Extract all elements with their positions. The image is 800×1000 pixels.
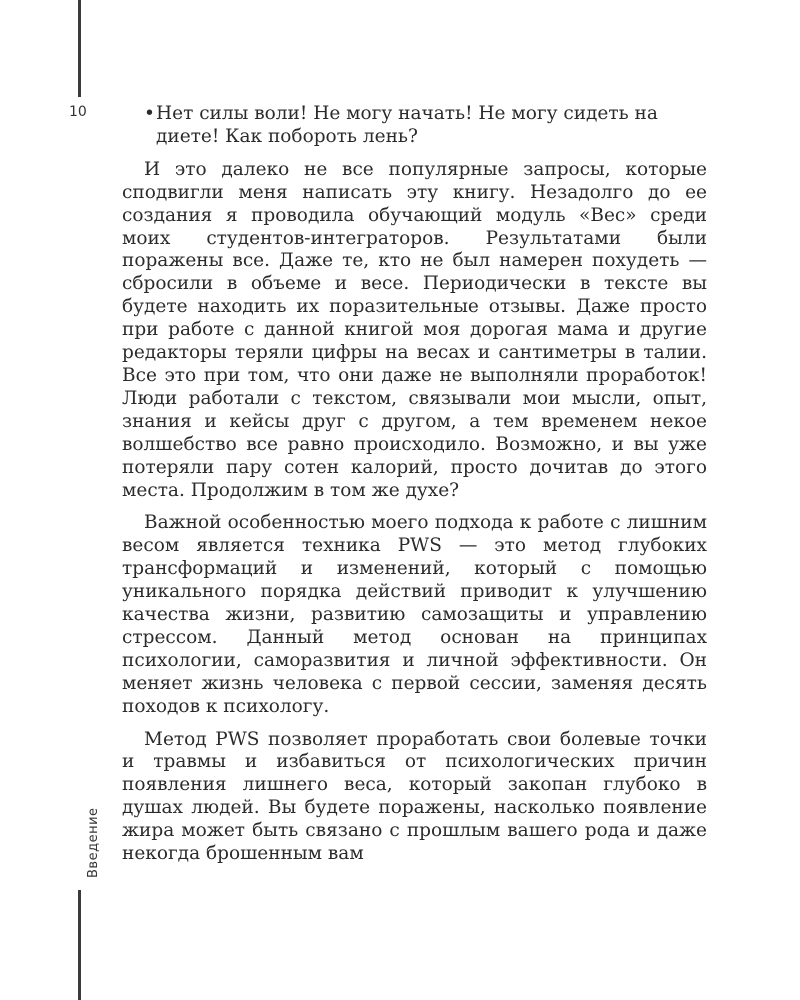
bullet-marker: • bbox=[144, 103, 155, 124]
bullet-text: Нет силы воли! Не могу начать! Не могу сидеть на диете! Как побороть лень? bbox=[156, 103, 658, 147]
bottom-margin-rule bbox=[78, 890, 81, 1000]
paragraph-3: Метод PWS позволяет проработать свои болевые точки и травмы и избавиться от психологических причин появления лишнего веса, который закопан глубоко в душах людей. Вы будете поражены, насколько появление жира может быть связано с прошлым вашего рода и даже некогда брошенным вам bbox=[122, 728, 707, 865]
paragraph-2: Важной особенностью моего подхода к работе с лишним весом является техника PWS — это метод глубоких трансформаций и изменений, который с помощью уникального порядка действий приводит к улучшению качества жизни, развитию самозащиты и управлению стрессом. Данный метод основан на принципах психологии, саморазвития и личной эффективности. Он меняет жизнь человека с первой сессии, заменяя десять походов к психологу. bbox=[122, 512, 707, 717]
page-number: 10 bbox=[69, 104, 87, 120]
paragraph-1: И это далеко не все популярные запросы, которые сподвигли меня написать эту книгу. Незадолго до ее создания я проводила обучающий модуль «Вес» среди моих студентов-интеграторов. Результатами были поражены все. Даже те, кто не был намерен похудеть — сбросили в объеме и весе. Периодически в тексте вы будете находить их поразительные отзывы. Даже просто при работе с данной книгой моя дорогая мама и другие редакторы теряли цифры на весах и сантиметры в талии. Все это при том, что они даже не выполняли проработок! Люди работали с текстом, связывали мои мысли, опыт, знания и кейсы друг с другом, а тем временем некое волшебство все равно происходило. Возможно, и вы уже потеряли пару сотен калорий, просто дочитав до этого места. Продолжим в том же духе? bbox=[122, 158, 707, 501]
bullet-list-item bbox=[122, 103, 707, 149]
top-margin-rule bbox=[78, 0, 81, 97]
page-body bbox=[122, 103, 707, 876]
running-head: Введение bbox=[86, 807, 101, 878]
